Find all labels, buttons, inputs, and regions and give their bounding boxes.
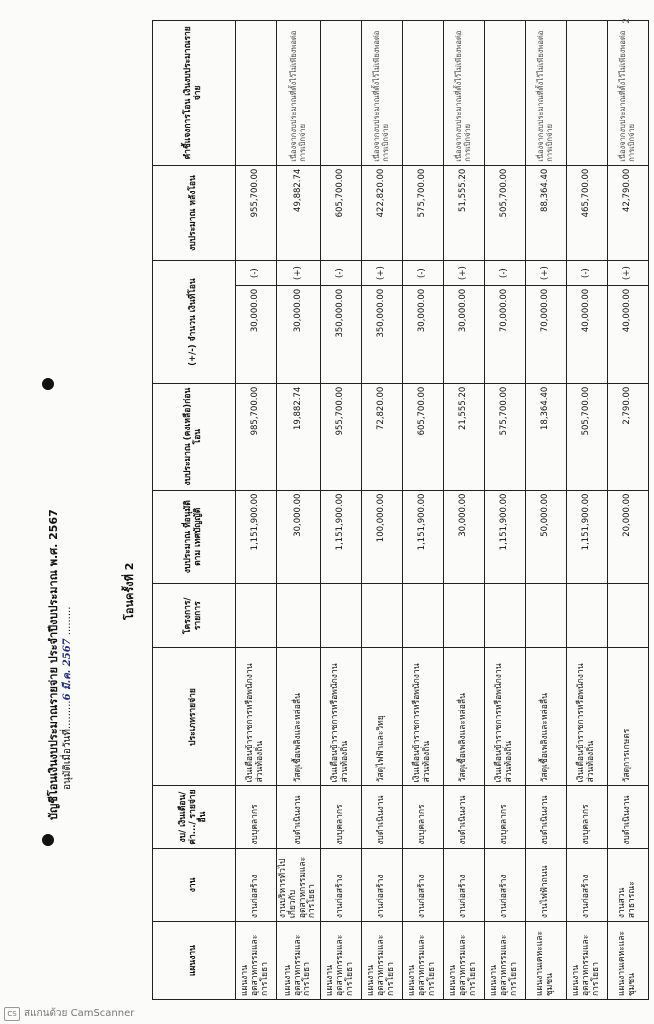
table-row bbox=[277, 21, 321, 1000]
cell-transfer-sign: (+) bbox=[444, 261, 485, 285]
cell-approved-budget: 30,000.00 bbox=[277, 490, 321, 583]
cell-project bbox=[403, 583, 444, 648]
cell-balance-after: 88,364.40 bbox=[526, 165, 567, 261]
cell-reason bbox=[321, 21, 362, 166]
col-header-approved-budget: งบประมาณ ที่อนุมัติตาม เทศบัญญัติ bbox=[153, 490, 236, 583]
cell-approved-budget: 1,151,900.00 bbox=[403, 490, 444, 583]
cell-balance-before: 18,364.40 bbox=[526, 383, 567, 490]
cell-plan: แผนงานอุตสาหกรรมและการโยธา bbox=[444, 922, 485, 1000]
cell-balance-before: 2,790.00 bbox=[608, 383, 649, 490]
cell-approved-budget: 1,151,900.00 bbox=[567, 490, 608, 583]
cell-task: งานก่อสร้าง bbox=[485, 848, 526, 921]
cell-balance-before: 985,700.00 bbox=[236, 383, 277, 490]
rotated-sheet bbox=[12, 10, 638, 1010]
col-header-category: งบ/ เงินเดือน/ ค่า.../ รายจ่ายอื่น bbox=[153, 786, 236, 848]
cell-balance-after: 51,555.20 bbox=[444, 165, 485, 261]
cell-project bbox=[608, 583, 649, 648]
cell-approved-budget: 1,151,900.00 bbox=[321, 490, 362, 583]
cell-expense-type: เงินเดือนข้าราชการหรือพนักงานส่วนท้องถิ่น bbox=[403, 648, 444, 786]
cell-balance-before: 955,700.00 bbox=[321, 383, 362, 490]
cell-transfer-sign: (+) bbox=[277, 261, 321, 285]
cell-project bbox=[485, 583, 526, 648]
cell-balance-before: 505,700.00 bbox=[567, 383, 608, 490]
cell-transfer-amount: 40,000.00 bbox=[567, 285, 608, 383]
cell-reason: เนื่องจากงบประมาณที่ตั้งไว้ไม่เพียงพอต่อการเบิกจ่าย bbox=[526, 21, 567, 166]
cell-plan: แผนงานอุตสาหกรรมและการโยธา bbox=[403, 922, 444, 1000]
col-header-task: งาน bbox=[153, 848, 236, 921]
cell-transfer-amount: 30,000.00 bbox=[444, 285, 485, 383]
cell-transfer-amount: 70,000.00 bbox=[485, 285, 526, 383]
cell-project bbox=[444, 583, 485, 648]
cell-balance-before: 575,700.00 bbox=[485, 383, 526, 490]
cell-task: งานไฟฟ้าถนน bbox=[526, 848, 567, 921]
cell-category: งบบุคลากร bbox=[321, 786, 362, 848]
cell-category: งบดำเนินงาน bbox=[608, 786, 649, 848]
camscanner-icon: CS bbox=[4, 1007, 20, 1021]
cell-project bbox=[321, 583, 362, 648]
cell-reason bbox=[403, 21, 444, 166]
cell-expense-type: เงินเดือนข้าราชการหรือพนักงานส่วนท้องถิ่น bbox=[485, 648, 526, 786]
cell-balance-after: 575,700.00 bbox=[403, 165, 444, 261]
cell-task: งานสวนสาธารณะ bbox=[608, 848, 649, 921]
cell-project bbox=[277, 583, 321, 648]
cell-balance-after: 422,820.00 bbox=[362, 165, 403, 261]
cell-category: งบบุคลากร bbox=[403, 786, 444, 848]
col-header-balance-before: งบประมาณ (คงเหลือ)ก่อนโอน bbox=[153, 383, 236, 490]
cell-expense-type: วัสดุไฟฟ้าและวิทยุ bbox=[362, 648, 403, 786]
cell-transfer-amount: 40,000.00 bbox=[608, 285, 649, 383]
cell-transfer-amount: 70,000.00 bbox=[526, 285, 567, 383]
cell-category: งบบุคลากร bbox=[485, 786, 526, 848]
handwritten-date: 6 มี.ค. 2567 bbox=[62, 638, 73, 701]
cell-transfer-amount: 350,000.00 bbox=[321, 285, 362, 383]
cell-project bbox=[362, 583, 403, 648]
cell-plan: แผนงานอุตสาหกรรมและการโยธา bbox=[567, 922, 608, 1000]
col-header-transfer-amount: (+/-) จำนวน เงินที่โอน bbox=[153, 261, 236, 383]
cell-approved-budget: 1,151,900.00 bbox=[236, 490, 277, 583]
cell-reason: เนื่องจากงบประมาณที่ตั้งไว้ไม่เพียงพอต่อการเบิกจ่าย bbox=[608, 21, 649, 166]
cell-expense-type: วัสดุเชื้อเพลิงและหล่อลื่น bbox=[526, 648, 567, 786]
cell-transfer-sign: (+) bbox=[362, 261, 403, 285]
cell-expense-type: วัสดุเชื้อเพลิงและหล่อลื่น bbox=[277, 648, 321, 786]
transfer-number: โอนครั้งที่ 2 bbox=[123, 562, 136, 620]
cell-balance-before: 21,555.20 bbox=[444, 383, 485, 490]
cell-balance-after: 49,882.74 bbox=[277, 165, 321, 261]
cell-expense-type: วัสดุการเกษตร bbox=[608, 648, 649, 786]
cell-reason bbox=[485, 21, 526, 166]
cell-transfer-sign: (-) bbox=[236, 261, 277, 285]
cell-task: งานก่อสร้าง bbox=[444, 848, 485, 921]
cell-plan: แผนงานอุตสาหกรรมและการโยธา bbox=[236, 922, 277, 1000]
cell-expense-type: เงินเดือนข้าราชการหรือพนักงานส่วนท้องถิ่น bbox=[321, 648, 362, 786]
cell-category: งบดำเนินงาน bbox=[277, 786, 321, 848]
table-row bbox=[403, 21, 444, 1000]
cell-transfer-sign: (-) bbox=[321, 261, 362, 285]
table-row bbox=[444, 21, 485, 1000]
cell-expense-type: เงินเดือนข้าราชการหรือพนักงานส่วนท้องถิ่น bbox=[236, 648, 277, 786]
cell-reason: เนื่องจากงบประมาณที่ตั้งไว้ไม่เพียงพอต่อการเบิกจ่าย bbox=[444, 21, 485, 166]
cell-balance-before: 72,820.00 bbox=[362, 383, 403, 490]
table-row bbox=[608, 21, 649, 1000]
cell-reason: เนื่องจากงบประมาณที่ตั้งไว้ไม่เพียงพอต่อการเบิกจ่าย bbox=[277, 21, 321, 166]
cell-balance-after: 465,700.00 bbox=[567, 165, 608, 261]
cell-expense-type: เงินเดือนข้าราชการหรือพนักงานส่วนท้องถิ่น bbox=[567, 648, 608, 786]
col-header-reason: คำชี้แจงการโอน เงินงบประมาณรายจ่าย bbox=[153, 21, 236, 166]
scanner-watermark: CS สแกนด้วย CamScanner bbox=[4, 1006, 134, 1021]
punch-hole bbox=[42, 834, 54, 846]
table-row bbox=[321, 21, 362, 1000]
table-header-row bbox=[153, 21, 236, 1000]
page-number: 2 bbox=[622, 18, 632, 24]
table-row bbox=[485, 21, 526, 1000]
cell-category: งบดำเนินงาน bbox=[526, 786, 567, 848]
cell-transfer-amount: 30,000.00 bbox=[277, 285, 321, 383]
cell-balance-after: 42,790.00 bbox=[608, 165, 649, 261]
cell-plan: แผนงานอุตสาหกรรมและการโยธา bbox=[485, 922, 526, 1000]
cell-balance-after: 605,700.00 bbox=[321, 165, 362, 261]
cell-task: งานก่อสร้าง bbox=[321, 848, 362, 921]
cell-approved-budget: 30,000.00 bbox=[444, 490, 485, 583]
cell-reason bbox=[567, 21, 608, 166]
cell-approved-budget: 1,151,900.00 bbox=[485, 490, 526, 583]
cell-transfer-amount: 30,000.00 bbox=[403, 285, 444, 383]
cell-task: งานก่อสร้าง bbox=[403, 848, 444, 921]
table-row bbox=[236, 21, 277, 1000]
col-header-balance-after: งบประมาณ หลังโอน bbox=[153, 165, 236, 261]
cell-plan: แผนงานอุตสาหกรรมและการโยธา bbox=[362, 922, 403, 1000]
cell-project bbox=[526, 583, 567, 648]
cell-transfer-sign: (+) bbox=[608, 261, 649, 285]
cell-category: งบดำเนินงาน bbox=[362, 786, 403, 848]
cell-category: งบบุคลากร bbox=[236, 786, 277, 848]
approval-line: อนุมัติเมื่อวันที่.........6 มี.ค. 2567 ......... bbox=[62, 606, 73, 790]
cell-plan: แผนงานอุตสาหกรรมและการโยธา bbox=[277, 922, 321, 1000]
cell-transfer-amount: 350,000.00 bbox=[362, 285, 403, 383]
cell-task: งานบริหารทั่วไปเกี่ยวกับอุตสาหกรรมและการโยธา bbox=[277, 848, 321, 921]
cell-plan: แผนงานเคหะและชุมชน bbox=[608, 922, 649, 1000]
cell-transfer-amount: 30,000.00 bbox=[236, 285, 277, 383]
cell-balance-after: 955,700.00 bbox=[236, 165, 277, 261]
cell-transfer-sign: (-) bbox=[485, 261, 526, 285]
table-row bbox=[362, 21, 403, 1000]
col-header-project: โครงการ/ รายการ bbox=[153, 583, 236, 648]
punch-hole bbox=[42, 378, 54, 390]
budget-transfer-table bbox=[152, 20, 649, 1000]
cell-category: งบดำเนินงาน bbox=[444, 786, 485, 848]
table-row bbox=[526, 21, 567, 1000]
cell-task: งานก่อสร้าง bbox=[567, 848, 608, 921]
cell-reason bbox=[236, 21, 277, 166]
cell-approved-budget: 20,000.00 bbox=[608, 490, 649, 583]
cell-plan: แผนงานอุตสาหกรรมและการโยธา bbox=[321, 922, 362, 1000]
cell-transfer-sign: (-) bbox=[567, 261, 608, 285]
cell-approved-budget: 100,000.00 bbox=[362, 490, 403, 583]
cell-task: งานก่อสร้าง bbox=[362, 848, 403, 921]
cell-project bbox=[567, 583, 608, 648]
cell-plan: แผนงานเคหะและชุมชน bbox=[526, 922, 567, 1000]
cell-project bbox=[236, 583, 277, 648]
cell-category: งบบุคลากร bbox=[567, 786, 608, 848]
cell-task: งานก่อสร้าง bbox=[236, 848, 277, 921]
cell-balance-before: 19,882.74 bbox=[277, 383, 321, 490]
cell-balance-after: 505,700.00 bbox=[485, 165, 526, 261]
cell-transfer-sign: (+) bbox=[526, 261, 567, 285]
cell-transfer-sign: (-) bbox=[403, 261, 444, 285]
cell-expense-type: วัสดุเชื้อเพลิงและหล่อลื่น bbox=[444, 648, 485, 786]
cell-reason: เนื่องจากงบประมาณที่ตั้งไว้ไม่เพียงพอต่อการเบิกจ่าย bbox=[362, 21, 403, 166]
cell-approved-budget: 50,000.00 bbox=[526, 490, 567, 583]
col-header-expense-type: ประเภทรายจ่าย bbox=[153, 648, 236, 786]
table-row bbox=[567, 21, 608, 1000]
document-title: บัญชีโอนเงินงบประมาณรายจ่าย ประจำปีงบประมาณ พ.ศ. 2567 bbox=[47, 509, 60, 820]
col-header-plan: แผนงาน bbox=[153, 922, 236, 1000]
cell-balance-before: 605,700.00 bbox=[403, 383, 444, 490]
